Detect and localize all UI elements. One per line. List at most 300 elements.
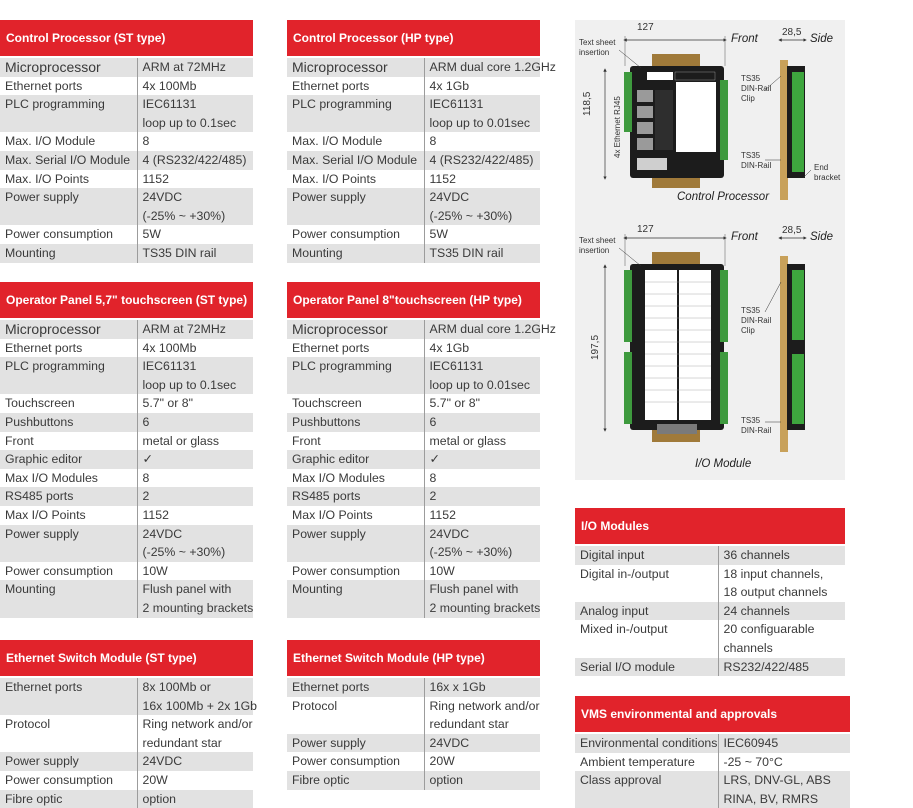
spec-label: Mounting — [287, 580, 424, 617]
spec-label: Ambient temperature — [575, 753, 718, 772]
spec-value — [137, 450, 253, 469]
table-row — [287, 487, 540, 506]
spec-label: Front — [0, 432, 137, 451]
spec-value-line: 1152 — [429, 171, 456, 186]
ethernet-switch-hp-title: Ethernet Switch Module (HP type) — [287, 640, 540, 676]
spec-value — [137, 244, 253, 263]
cp-side-dimension: 28,5 — [782, 27, 802, 38]
io-module-drawing — [605, 234, 805, 452]
spec-value-line: loop up to 0.01sec — [429, 377, 531, 392]
spec-value-line: 8 — [429, 470, 437, 485]
spec-value — [137, 790, 253, 808]
spec-label: Analog input — [575, 602, 718, 621]
control-processor-st-section — [0, 20, 253, 263]
spec-value — [137, 151, 253, 170]
spec-label: Power supply — [0, 188, 137, 225]
spec-label: Max. I/O Points — [0, 170, 137, 189]
spec-value — [424, 752, 540, 771]
spec-label: Graphic editor — [0, 450, 137, 469]
spec-value — [718, 771, 850, 808]
spec-label: Ethernet ports — [0, 339, 137, 358]
spec-label: RS485 ports — [287, 487, 424, 506]
spec-value-line: IEC61131 — [142, 359, 197, 374]
spec-label: Pushbuttons — [0, 413, 137, 432]
spec-value — [137, 525, 253, 562]
spec-value-line: 5.7" or 8" — [429, 396, 480, 411]
spec-value-line: 24VDC — [429, 735, 470, 750]
table-row — [0, 469, 253, 488]
table-row — [0, 244, 253, 263]
vms-title: VMS environmental and approvals — [575, 696, 850, 732]
cp-front-label: Front — [731, 33, 758, 45]
spec-value-line: 24VDC — [142, 190, 183, 205]
spec-label: Fibre optic — [0, 790, 137, 808]
spec-value — [424, 734, 540, 753]
spec-value — [137, 432, 253, 451]
spec-value — [424, 678, 540, 697]
spec-value-line: redundant star — [142, 735, 222, 750]
table-row — [0, 790, 253, 808]
spec-value — [137, 413, 253, 432]
spec-label: Power consumption — [0, 225, 137, 244]
spec-value-line: TS35 DIN rail — [142, 245, 217, 260]
cp-clip-1: TS35 — [741, 74, 761, 83]
spec-value — [424, 450, 540, 469]
spec-value — [137, 225, 253, 244]
spec-value — [424, 77, 540, 96]
spec-value — [424, 562, 540, 581]
cp-text-sheet-1: Text sheet — [579, 38, 616, 47]
spec-label: Power supply — [0, 752, 137, 771]
spec-value-line: RS232/422/485 — [723, 659, 809, 674]
table-row — [287, 771, 540, 790]
spec-value — [137, 487, 253, 506]
spec-value-line: 16x 100Mb + 2x 1Gb — [142, 698, 258, 713]
spec-value-line: 4x 100Mb — [142, 78, 197, 93]
spec-value — [424, 339, 540, 358]
spec-value-line: Flush panel with — [142, 582, 232, 597]
cp-ethernet-label: 4x Ethernet RJ45 — [613, 96, 622, 158]
spec-value — [137, 715, 253, 752]
io-clip-1: TS35 — [741, 306, 761, 315]
control-processor-hp-section — [287, 20, 556, 263]
table-row — [0, 132, 253, 151]
spec-label: PLC programming — [0, 357, 137, 394]
spec-value-line: 4x 1Gb — [429, 78, 470, 93]
spec-label: Power consumption — [0, 562, 137, 581]
table-row — [0, 95, 253, 132]
table-row — [287, 244, 540, 263]
spec-label: Digital in-/output — [575, 565, 718, 602]
spec-value-line: ARM dual core 1.2GHz — [429, 322, 556, 336]
spec-label: Ethernet ports — [287, 77, 424, 96]
spec-value — [424, 58, 556, 77]
table-row — [287, 697, 540, 734]
spec-value-line: (-25% ~ +30%) — [429, 545, 513, 560]
spec-value-line: 1152 — [142, 171, 169, 186]
spec-value — [424, 506, 540, 525]
operator-panel-st-section — [0, 282, 253, 618]
io-modules-section — [575, 508, 845, 676]
spec-value-line: 5W — [142, 227, 161, 242]
spec-value-line: IEC61131 — [142, 97, 197, 112]
spec-value-line: 18 output channels — [723, 585, 828, 600]
ethernet-switch-st-table — [0, 678, 258, 808]
table-row — [0, 320, 253, 339]
spec-value — [424, 170, 540, 189]
spec-value — [424, 413, 540, 432]
dimension-drawings-panel — [575, 20, 845, 480]
spec-value — [424, 151, 540, 170]
spec-value — [424, 580, 540, 617]
table-row — [0, 678, 253, 715]
spec-value-line: Flush panel with — [429, 582, 519, 597]
table-row — [287, 678, 540, 697]
spec-value — [424, 357, 540, 394]
table-row — [0, 752, 253, 771]
spec-value — [424, 95, 540, 132]
cp-text-sheet-2: insertion — [579, 48, 610, 57]
table-row — [287, 77, 540, 96]
io-rail-1: TS35 — [741, 416, 761, 425]
table-row — [0, 188, 253, 225]
spec-label: Power supply — [287, 525, 424, 562]
spec-label: PLC programming — [287, 95, 424, 132]
spec-label: Ethernet ports — [287, 339, 424, 358]
spec-value — [718, 620, 845, 657]
spec-value — [137, 580, 253, 617]
spec-value — [137, 58, 253, 77]
spec-value-line: ✓ — [429, 452, 440, 467]
vms-table — [575, 734, 850, 808]
table-row — [0, 394, 253, 413]
table-row — [0, 357, 253, 394]
spec-label: Touchscreen — [287, 394, 424, 413]
spec-label: Protocol — [0, 715, 137, 752]
spec-value-line: 20W — [429, 754, 455, 769]
io-clip-3: Clip — [741, 326, 755, 335]
spec-value-line: IEC61131 — [429, 359, 484, 374]
cp-side-label: Side — [810, 33, 834, 45]
ethernet-switch-st-section — [0, 640, 258, 808]
spec-value-line: 2 mounting brackets — [429, 600, 541, 615]
spec-label: PLC programming — [0, 95, 137, 132]
spec-label: Protocol — [287, 697, 424, 734]
spec-value — [424, 525, 540, 562]
spec-value-line: 4 (RS232/422/485) — [429, 152, 534, 167]
spec-value-line: 10W — [142, 563, 168, 578]
table-row — [287, 432, 540, 451]
ethernet-switch-hp-table — [287, 678, 540, 790]
spec-value-line: loop up to 0.1sec — [142, 115, 237, 130]
spec-label: Max. I/O Module — [287, 132, 424, 151]
spec-value-line: channels — [723, 640, 773, 655]
table-row — [287, 188, 540, 225]
spec-label: Class approval — [575, 771, 718, 808]
spec-label: Ethernet ports — [287, 678, 424, 697]
spec-label: Touchscreen — [0, 394, 137, 413]
table-row — [287, 506, 540, 525]
spec-value-line: 10W — [429, 563, 455, 578]
spec-value — [424, 320, 556, 339]
spec-value-line: 4 (RS232/422/485) — [142, 152, 247, 167]
vms-section — [575, 696, 850, 808]
spec-value-line: IEC60945 — [723, 736, 779, 750]
cp-bracket-2: bracket — [814, 173, 841, 182]
spec-label: Ethernet ports — [0, 678, 137, 715]
table-row — [287, 752, 540, 771]
spec-label: Mixed in-/output — [575, 620, 718, 657]
spec-value-line: 5W — [429, 227, 448, 242]
spec-value-line: 2 mounting brackets — [142, 600, 254, 615]
spec-value — [137, 752, 253, 771]
cp-clip-3: Clip — [741, 94, 755, 103]
spec-value-line: 8x 100Mb or — [142, 680, 211, 694]
spec-value-line: IEC61131 — [429, 97, 484, 112]
spec-value-line: 8 — [142, 470, 150, 485]
spec-label: Power supply — [0, 525, 137, 562]
table-row — [575, 753, 850, 772]
spec-label: Microprocessor — [287, 320, 424, 339]
spec-label: Power consumption — [0, 771, 137, 790]
cp-caption: Control Processor — [677, 191, 770, 203]
spec-value-line: 1152 — [142, 507, 169, 522]
io-height-dimension: 197,5 — [590, 334, 601, 360]
spec-value-line: 2 — [429, 489, 437, 504]
table-row — [0, 450, 253, 469]
spec-value — [718, 602, 845, 621]
spec-value-line: 24VDC — [142, 526, 183, 541]
table-row — [287, 562, 540, 581]
table-row — [287, 132, 540, 151]
spec-label: Graphic editor — [287, 450, 424, 469]
table-row — [287, 339, 540, 358]
spec-value-line: 4x 100Mb — [142, 340, 197, 355]
spec-value-line: 5.7" or 8" — [142, 396, 193, 411]
spec-value-line: TS35 DIN rail — [429, 245, 504, 260]
spec-value — [137, 357, 253, 394]
control-processor-drawing — [605, 36, 811, 200]
table-row — [575, 771, 850, 808]
spec-value — [718, 753, 850, 772]
spec-value-line: (-25% ~ +30%) — [429, 208, 513, 223]
spec-value — [424, 394, 540, 413]
spec-value-line: ARM at 72MHz — [142, 60, 226, 74]
cp-clip-2: DIN-Rail — [741, 84, 772, 93]
spec-value — [137, 170, 253, 189]
spec-label: Microprocessor — [287, 58, 424, 77]
spec-value-line: 36 channels — [723, 548, 790, 562]
spec-value — [718, 658, 845, 677]
table-row — [0, 151, 253, 170]
table-row — [0, 562, 253, 581]
spec-value-line: 24VDC — [429, 190, 470, 205]
io-clip-2: DIN-Rail — [741, 316, 772, 325]
spec-value-line: 24 channels — [723, 603, 790, 618]
spec-value-line: 6 — [142, 414, 150, 429]
table-row — [0, 170, 253, 189]
spec-value — [424, 244, 540, 263]
table-row — [0, 339, 253, 358]
operator-panel-hp-title: Operator Panel 8"touchscreen (HP type) — [287, 282, 540, 318]
spec-value-line: 1152 — [429, 507, 456, 522]
spec-label: RS485 ports — [0, 487, 137, 506]
spec-label: Power supply — [287, 734, 424, 753]
table-row — [287, 151, 540, 170]
spec-value — [137, 339, 253, 358]
table-row — [287, 734, 540, 753]
spec-value-line: 2 — [142, 489, 150, 504]
spec-value — [424, 188, 540, 225]
spec-value-line: 24VDC — [142, 754, 183, 769]
spec-value — [137, 77, 253, 96]
spec-value-line: -25 ~ 70°C — [723, 754, 783, 769]
spec-value — [137, 678, 258, 715]
spec-value — [137, 469, 253, 488]
cp-width-dimension: 127 — [637, 22, 654, 33]
spec-value — [424, 469, 540, 488]
spec-value — [137, 394, 253, 413]
io-text-sheet-2: insertion — [579, 246, 610, 255]
table-row — [287, 58, 540, 77]
spec-label: Max. Serial I/O Module — [0, 151, 137, 170]
spec-label: Max I/O Modules — [287, 469, 424, 488]
spec-value-line: 18 input channels, — [723, 566, 824, 581]
spec-value — [424, 432, 540, 451]
table-row — [287, 170, 540, 189]
cp-height-dimension: 118,5 — [582, 91, 593, 116]
table-row — [287, 357, 540, 394]
spec-value-line: LRS, DNV-GL, ABS — [723, 773, 831, 788]
table-row — [0, 580, 253, 617]
spec-value-line: option — [142, 791, 177, 806]
spec-value-line: 20 configuarable — [723, 622, 815, 637]
spec-value-line: Ring network and/or — [429, 698, 540, 713]
spec-value — [137, 320, 253, 339]
table-row — [287, 580, 540, 617]
spec-label: Max I/O Modules — [0, 469, 137, 488]
spec-label: Ethernet ports — [0, 77, 137, 96]
spec-value-line: 4x 1Gb — [429, 340, 470, 355]
control-processor-st-title: Control Processor (ST type) — [0, 20, 253, 56]
spec-label: Microprocessor — [0, 320, 137, 339]
table-row — [575, 565, 845, 602]
spec-value-line: 24VDC — [429, 526, 470, 541]
spec-value-line: loop up to 0.01sec — [429, 115, 531, 130]
control-processor-hp-title: Control Processor (HP type) — [287, 20, 540, 56]
spec-label: Mounting — [0, 580, 137, 617]
spec-value — [424, 771, 540, 790]
spec-label: Microprocessor — [0, 58, 137, 77]
table-row — [287, 450, 540, 469]
ethernet-switch-hp-section — [287, 640, 540, 790]
ethernet-switch-st-title: Ethernet Switch Module (ST type) — [0, 640, 253, 676]
spec-label: Digital input — [575, 546, 718, 565]
table-row — [287, 469, 540, 488]
spec-value-line: Ring network and/or — [142, 717, 253, 732]
spec-value — [137, 188, 253, 225]
table-row — [0, 413, 253, 432]
table-row — [575, 734, 850, 753]
spec-value-line: 6 — [429, 414, 437, 429]
table-row — [575, 602, 845, 621]
spec-label: Environmental conditions — [575, 734, 718, 753]
spec-value-line: (-25% ~ +30%) — [142, 545, 226, 560]
table-row — [575, 658, 845, 677]
spec-value — [424, 132, 540, 151]
table-row — [287, 394, 540, 413]
spec-value — [137, 562, 253, 581]
table-row — [287, 413, 540, 432]
spec-label: Pushbuttons — [287, 413, 424, 432]
io-rail-2: DIN-Rail — [741, 426, 772, 435]
spec-value — [718, 734, 850, 753]
spec-value — [424, 697, 540, 734]
spec-label: PLC programming — [287, 357, 424, 394]
table-row — [0, 771, 253, 790]
spec-label: Max. Serial I/O Module — [287, 151, 424, 170]
spec-label: Serial I/O module — [575, 658, 718, 677]
table-row — [287, 525, 540, 562]
table-row — [575, 620, 845, 657]
spec-value — [718, 546, 845, 565]
spec-value — [424, 225, 540, 244]
spec-value — [137, 506, 253, 525]
io-side-dimension: 28,5 — [782, 225, 802, 236]
io-caption: I/O Module — [695, 458, 752, 470]
table-row — [0, 506, 253, 525]
spec-value — [137, 132, 253, 151]
spec-value-line: metal or glass — [429, 433, 507, 448]
spec-label: Max. I/O Points — [287, 170, 424, 189]
spec-label: Fibre optic — [287, 771, 424, 790]
spec-label: Mounting — [287, 244, 424, 263]
spec-value-line: RINA, BV, RMRS — [723, 791, 819, 806]
table-row — [287, 225, 540, 244]
spec-label: Front — [287, 432, 424, 451]
spec-value — [424, 487, 540, 506]
io-front-label: Front — [731, 231, 758, 243]
spec-value — [137, 95, 253, 132]
spec-value-line: ✓ — [142, 452, 153, 467]
table-row — [287, 95, 540, 132]
spec-label: Power consumption — [287, 225, 424, 244]
spec-label: Max. I/O Module — [0, 132, 137, 151]
cp-rail-1: TS35 — [741, 151, 761, 160]
spec-value — [718, 565, 845, 602]
spec-value-line: option — [429, 772, 464, 787]
spec-value-line: ARM at 72MHz — [142, 322, 226, 336]
cp-bracket-1: End — [814, 163, 829, 172]
table-row — [0, 525, 253, 562]
operator-panel-st-title: Operator Panel 5,7" touchscreen (ST type) — [0, 282, 253, 318]
spec-value-line: (-25% ~ +30%) — [142, 208, 226, 223]
spec-value-line: ARM dual core 1.2GHz — [429, 60, 556, 74]
spec-label: Power consumption — [287, 562, 424, 581]
spec-value-line: loop up to 0.1sec — [142, 377, 237, 392]
table-row — [287, 320, 540, 339]
spec-label: Power supply — [287, 188, 424, 225]
table-row — [0, 432, 253, 451]
operator-panel-hp-table — [287, 320, 556, 618]
spec-value-line: redundant star — [429, 717, 509, 732]
control-processor-st-table — [0, 58, 253, 263]
dimension-drawings — [575, 20, 845, 480]
io-text-sheet-1: Text sheet — [579, 236, 616, 245]
table-row — [0, 487, 253, 506]
operator-panel-hp-section — [287, 282, 556, 618]
spec-value-line: metal or glass — [142, 433, 220, 448]
